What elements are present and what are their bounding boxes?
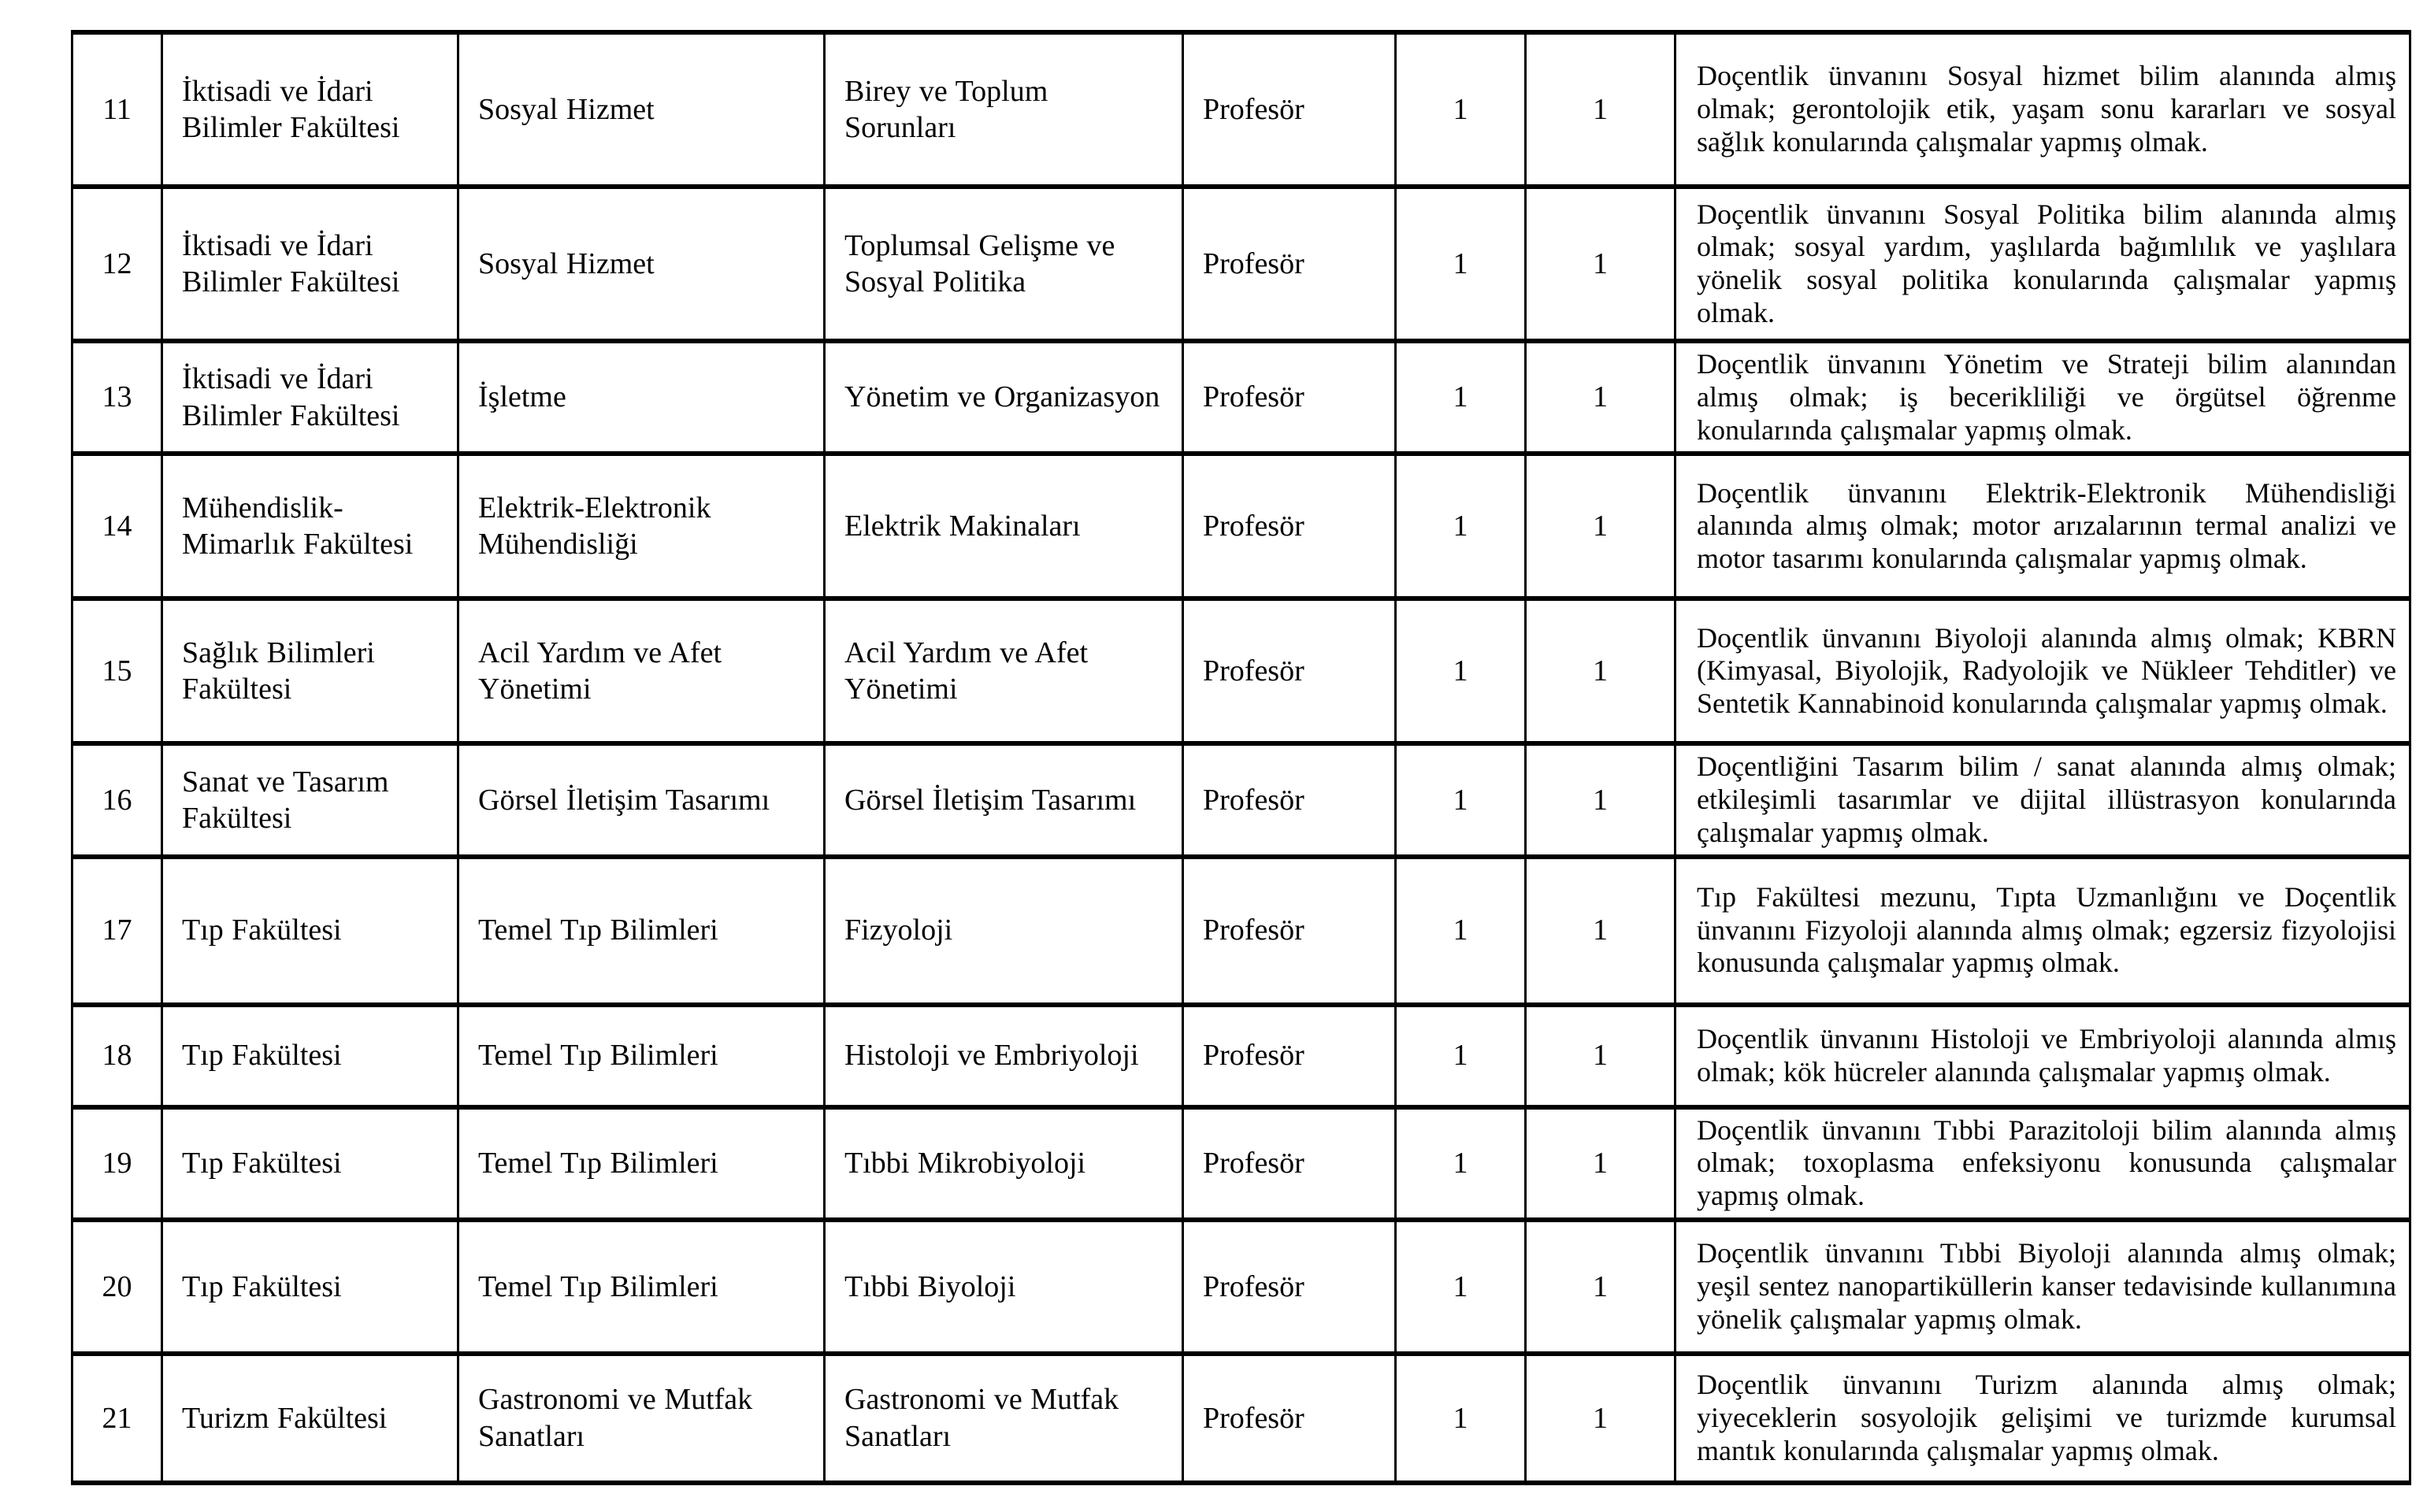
- academic-title-cell: Profesör: [1183, 32, 1396, 187]
- position-count-cell: 1: [1526, 1354, 1676, 1483]
- department-cell: Sosyal Hizmet: [458, 187, 825, 341]
- row-number-cell: 16: [72, 743, 162, 856]
- requirements-cell: Doçentlik ünvanını Sosyal hizmet bilim alanında almış olmak; gerontolojik etik, yaşam sonu kararları ve sosyal sağlık konularında çalışmalar yapmış olmak.: [1676, 32, 2410, 187]
- vacancy-table-body: [72, 32, 2410, 1483]
- grade-cell: 1: [1396, 1107, 1526, 1220]
- row-number-cell: 12: [72, 187, 162, 341]
- table-row: [72, 187, 2410, 341]
- position-count-cell: 1: [1526, 187, 1676, 341]
- grade-cell: 1: [1396, 32, 1526, 187]
- row-number-cell: 17: [72, 857, 162, 1005]
- faculty-cell: İktisadi ve İdari Bilimler Fakültesi: [162, 32, 458, 187]
- position-count-cell: 1: [1526, 454, 1676, 598]
- requirements-cell: Doçentlik ünvanını Histoloji ve Embriyoloji alanında almış olmak; kök hücreler alanında çalışmalar yapmış olmak.: [1676, 1005, 2410, 1107]
- table-row: [72, 1005, 2410, 1107]
- position-count-cell: 1: [1526, 598, 1676, 743]
- vacancy-table: [71, 30, 2411, 1485]
- program-field-cell: Yönetim ve Organizasyon: [825, 341, 1183, 454]
- table-row: [72, 598, 2410, 743]
- grade-cell: 1: [1396, 743, 1526, 856]
- row-number-cell: 18: [72, 1005, 162, 1107]
- row-number-cell: 19: [72, 1107, 162, 1220]
- program-field-cell: Acil Yardım ve Afet Yönetimi: [825, 598, 1183, 743]
- department-cell: Gastronomi ve Mutfak Sanatları: [458, 1354, 825, 1483]
- grade-cell: 1: [1396, 598, 1526, 743]
- table-row: [72, 1220, 2410, 1354]
- department-cell: İşletme: [458, 341, 825, 454]
- requirements-cell: Doçentlik ünvanını Sosyal Politika bilim alanında almış olmak; sosyal yardım, yaşlılarda bağımlılık ve yaşlılara yönelik sosyal politika konularında çalışmalar yapmış olmak.: [1676, 187, 2410, 341]
- academic-title-cell: Profesör: [1183, 1220, 1396, 1354]
- academic-title-cell: Profesör: [1183, 1005, 1396, 1107]
- faculty-cell: İktisadi ve İdari Bilimler Fakültesi: [162, 341, 458, 454]
- program-field-cell: Görsel İletişim Tasarımı: [825, 743, 1183, 856]
- academic-title-cell: Profesör: [1183, 187, 1396, 341]
- requirements-cell: Doçentlik ünvanını Turizm alanında almış olmak; yiyeceklerin sosyolojik gelişimi ve turizmde kurumsal mantık konularında çalışmalar yapmış olmak.: [1676, 1354, 2410, 1483]
- table-row: [72, 341, 2410, 454]
- academic-title-cell: Profesör: [1183, 598, 1396, 743]
- row-number-cell: 13: [72, 341, 162, 454]
- grade-cell: 1: [1396, 454, 1526, 598]
- row-number-cell: 21: [72, 1354, 162, 1483]
- position-count-cell: 1: [1526, 743, 1676, 856]
- academic-title-cell: Profesör: [1183, 743, 1396, 856]
- faculty-cell: Sağlık Bilimleri Fakültesi: [162, 598, 458, 743]
- department-cell: Temel Tıp Bilimleri: [458, 1220, 825, 1354]
- table-row: [72, 454, 2410, 598]
- academic-title-cell: Profesör: [1183, 1107, 1396, 1220]
- grade-cell: 1: [1396, 1220, 1526, 1354]
- department-cell: Temel Tıp Bilimleri: [458, 1005, 825, 1107]
- requirements-cell: Doçentliğini Tasarım bilim / sanat alanında almış olmak; etkileşimli tasarımlar ve dijital illüstrasyon konularında çalışmalar yapmış olmak.: [1676, 743, 2410, 856]
- table-row: [72, 32, 2410, 187]
- department-cell: Temel Tıp Bilimleri: [458, 857, 825, 1005]
- faculty-cell: Turizm Fakültesi: [162, 1354, 458, 1483]
- program-field-cell: Elektrik Makinaları: [825, 454, 1183, 598]
- program-field-cell: Tıbbi Mikrobiyoloji: [825, 1107, 1183, 1220]
- academic-title-cell: Profesör: [1183, 454, 1396, 598]
- row-number-cell: 14: [72, 454, 162, 598]
- grade-cell: 1: [1396, 1354, 1526, 1483]
- faculty-cell: Tıp Fakültesi: [162, 1220, 458, 1354]
- position-count-cell: 1: [1526, 1220, 1676, 1354]
- faculty-cell: Tıp Fakültesi: [162, 1107, 458, 1220]
- grade-cell: 1: [1396, 341, 1526, 454]
- table-row: [72, 743, 2410, 856]
- table-row: [72, 1107, 2410, 1220]
- grade-cell: 1: [1396, 857, 1526, 1005]
- academic-title-cell: Profesör: [1183, 1354, 1396, 1483]
- row-number-cell: 15: [72, 598, 162, 743]
- faculty-cell: Mühendislik-Mimarlık Fakültesi: [162, 454, 458, 598]
- academic-title-cell: Profesör: [1183, 857, 1396, 1005]
- faculty-cell: Sanat ve Tasarım Fakültesi: [162, 743, 458, 856]
- faculty-cell: İktisadi ve İdari Bilimler Fakültesi: [162, 187, 458, 341]
- grade-cell: 1: [1396, 1005, 1526, 1107]
- requirements-cell: Doçentlik ünvanını Tıbbi Biyoloji alanında almış olmak; yeşil sentez nanopartiküllerin kanser tedavisinde kullanımına yönelik çalışmalar yapmış olmak.: [1676, 1220, 2410, 1354]
- requirements-cell: Tıp Fakültesi mezunu, Tıpta Uzmanlığını ve Doçentlik ünvanını Fizyoloji alanında almış olmak; egzersiz fizyolojisi konusunda çalışmalar yapmış olmak.: [1676, 857, 2410, 1005]
- requirements-cell: Doçentlik ünvanını Yönetim ve Strateji bilim alanından almış olmak; iş becerikliliği ve örgütsel öğrenme konularında çalışmalar yapmış olmak.: [1676, 341, 2410, 454]
- position-count-cell: 1: [1526, 32, 1676, 187]
- vacancy-announcement-table-page: [71, 30, 2409, 1485]
- department-cell: Temel Tıp Bilimleri: [458, 1107, 825, 1220]
- program-field-cell: Fizyoloji: [825, 857, 1183, 1005]
- program-field-cell: Gastronomi ve Mutfak Sanatları: [825, 1354, 1183, 1483]
- department-cell: Acil Yardım ve Afet Yönetimi: [458, 598, 825, 743]
- row-number-cell: 11: [72, 32, 162, 187]
- academic-title-cell: Profesör: [1183, 341, 1396, 454]
- grade-cell: 1: [1396, 187, 1526, 341]
- table-row: [72, 857, 2410, 1005]
- requirements-cell: Doçentlik ünvanını Tıbbi Parazitoloji bilim alanında almış olmak; toxoplasma enfeksiyonu konusunda çalışmalar yapmış olmak.: [1676, 1107, 2410, 1220]
- faculty-cell: Tıp Fakültesi: [162, 1005, 458, 1107]
- position-count-cell: 1: [1526, 1005, 1676, 1107]
- program-field-cell: Toplumsal Gelişme ve Sosyal Politika: [825, 187, 1183, 341]
- table-row: [72, 1354, 2410, 1483]
- requirements-cell: Doçentlik ünvanını Elektrik-Elektronik Mühendisliği alanında almış olmak; motor arızalarının termal analizi ve motor tasarımı konularında çalışmalar yapmış olmak.: [1676, 454, 2410, 598]
- program-field-cell: Tıbbi Biyoloji: [825, 1220, 1183, 1354]
- row-number-cell: 20: [72, 1220, 162, 1354]
- faculty-cell: Tıp Fakültesi: [162, 857, 458, 1005]
- position-count-cell: 1: [1526, 341, 1676, 454]
- department-cell: Elektrik-Elektronik Mühendisliği: [458, 454, 825, 598]
- position-count-cell: 1: [1526, 1107, 1676, 1220]
- department-cell: Görsel İletişim Tasarımı: [458, 743, 825, 856]
- program-field-cell: Histoloji ve Embriyoloji: [825, 1005, 1183, 1107]
- program-field-cell: Birey ve Toplum Sorunları: [825, 32, 1183, 187]
- requirements-cell: Doçentlik ünvanını Biyoloji alanında almış olmak; KBRN (Kimyasal, Biyolojik, Radyolojik ve Nükleer Tehditler) ve Sentetik Kannabinoid konularında çalışmalar yapmış olmak.: [1676, 598, 2410, 743]
- position-count-cell: 1: [1526, 857, 1676, 1005]
- department-cell: Sosyal Hizmet: [458, 32, 825, 187]
